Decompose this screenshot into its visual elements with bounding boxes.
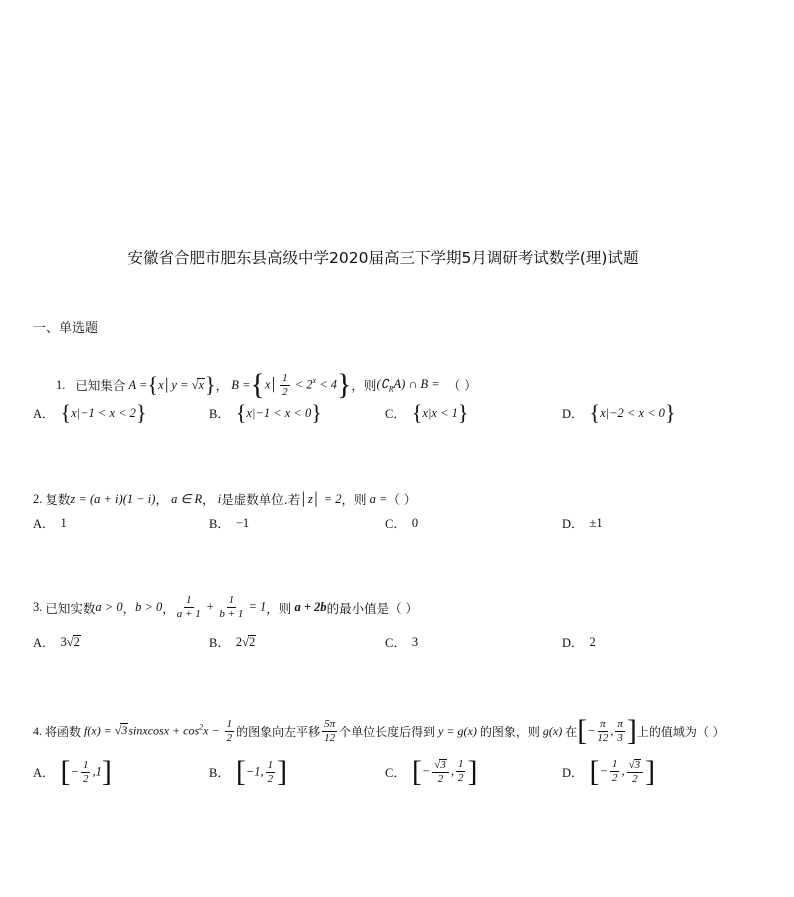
option-label: D． — [562, 636, 584, 650]
formula: y = g(x) — [435, 723, 477, 738]
formula: { — [250, 368, 265, 401]
formula: ] — [277, 755, 288, 788]
question-text: ，则 — [266, 600, 292, 616]
option-text: x|x < 1 — [422, 405, 458, 420]
question-text: 上的值域为（ ） — [636, 724, 725, 739]
question-text: 已知集合 — [75, 378, 126, 393]
formula: i — [214, 491, 222, 506]
formula: −1, $\frac{1}{2}$ — [245, 758, 274, 785]
option-d[interactable] — [562, 514, 603, 532]
formula: [ — [60, 755, 71, 788]
formula: ] — [467, 755, 478, 788]
sqrt-icon: √ — [66, 634, 74, 649]
option-c[interactable] — [385, 633, 418, 651]
formula: } — [664, 400, 676, 425]
sqrt-icon: √ — [242, 634, 249, 649]
formula: { — [235, 400, 247, 425]
formula: x│y = √x — [158, 377, 204, 392]
option-text: x|−1 < x < 2 — [71, 405, 136, 420]
formula: − $\frac{1}{2}$ , $\frac{√3}{2}$ — [600, 759, 646, 786]
section-heading: 一、单选题 — [33, 321, 99, 336]
formula: } — [135, 400, 147, 425]
formula: g(x) — [539, 723, 563, 738]
formula: [ — [589, 755, 600, 788]
option-c[interactable] — [385, 514, 418, 532]
option-b[interactable] — [209, 757, 287, 787]
question-text: 已知实数 — [45, 600, 96, 616]
formula: − $\frac{1}{2}$ ,1 — [70, 758, 102, 785]
formula: } — [337, 368, 352, 401]
question-3 — [33, 595, 418, 620]
formula: [ — [411, 755, 422, 788]
question-text: 复数 — [45, 492, 71, 507]
option-a[interactable] — [33, 757, 112, 787]
formula: [ — [577, 714, 588, 747]
answer-blank: （ ） — [447, 378, 477, 393]
formula: z = (a + i)(1 − i) — [70, 491, 156, 506]
question-text: 个单位长度后得到 — [339, 724, 436, 739]
formula: { — [411, 400, 423, 425]
question-text: ， — [215, 378, 229, 393]
formula: a ∈ R — [167, 492, 203, 506]
option-label: C． — [385, 517, 406, 531]
option-text: −1 — [235, 515, 250, 530]
formula: f(x) = √3sinxcosx + $\cos^2x$ − $\frac{1}{2}$ — [81, 717, 233, 744]
option-label: C． — [385, 766, 406, 780]
option-b[interactable] — [209, 514, 249, 532]
formula: { — [589, 400, 601, 425]
option-label: A． — [33, 517, 55, 531]
formula: } — [205, 372, 216, 397]
option-label: C． — [385, 407, 406, 421]
option-d[interactable] — [562, 757, 655, 787]
formula: } — [311, 400, 322, 425]
option-d[interactable] — [562, 402, 676, 424]
option-label: B． — [209, 407, 230, 421]
option-text: 3 — [411, 634, 419, 649]
formula: x│ $\frac{1}{2}$ < $2^x < 4$ — [264, 371, 338, 398]
question-1 — [56, 370, 477, 400]
formula: a = — [366, 491, 388, 506]
page-title: 安徽省合肥市肥东县高级中学2020届高三下学期5月调研考试数学(理)试题 — [127, 249, 639, 267]
option-text: 1 — [60, 515, 67, 530]
question-number: 4. — [33, 723, 42, 738]
option-label: B． — [209, 766, 230, 780]
option-label: A． — [33, 407, 55, 421]
question-text: ， — [122, 600, 136, 616]
question-text: 是虚数单位.若 — [221, 492, 301, 507]
option-d[interactable] — [562, 633, 596, 651]
question-number: 2. — [33, 491, 43, 506]
question-2 — [33, 490, 416, 508]
formula: { — [60, 400, 72, 425]
formula: a > 0 — [95, 600, 123, 614]
formula: [ — [235, 755, 246, 788]
formula: $\frac{5\pi}{12}$ — [324, 717, 336, 744]
formula: $\frac{1}{a + 1}$ + $\frac{1}{b + 1}$ = 1 — [176, 594, 267, 620]
question-text: 的图象向左平移 — [236, 724, 321, 739]
option-label: B． — [209, 517, 230, 531]
option-label: A． — [33, 766, 55, 780]
formula: − $\frac{\pi}{12}$ , $\frac{\pi}{3}$ — [587, 717, 623, 744]
option-text: ±1 — [589, 515, 603, 530]
formula: { — [147, 372, 159, 397]
formula: B = — [228, 377, 251, 392]
formula: │z│ = 2 — [300, 491, 342, 506]
option-a[interactable] — [33, 633, 81, 651]
option-text: 0 — [411, 515, 419, 530]
question-text: ， — [162, 600, 175, 616]
option-b[interactable] — [209, 402, 322, 424]
question-text: 的最小值是（ ） — [326, 600, 419, 616]
question-text: 在 — [565, 724, 578, 739]
question-text: ， — [202, 492, 215, 507]
option-a[interactable] — [33, 514, 67, 532]
question-text: ， — [155, 492, 168, 507]
question-text: 的图象，则 — [479, 724, 540, 739]
question-number: 3. — [33, 600, 43, 614]
option-label: A． — [33, 636, 55, 650]
option-c[interactable] — [385, 402, 468, 424]
formula: $(∁_RA)$ ∩ B = — [376, 377, 440, 394]
formula: ] — [101, 755, 112, 788]
formula: 2 — [248, 634, 256, 649]
formula: 2 — [73, 634, 80, 649]
option-text: 2 — [589, 634, 596, 649]
option-label: D． — [562, 766, 584, 780]
option-label: D． — [562, 517, 584, 531]
formula: a + 2b — [291, 600, 327, 614]
option-text: 2 — [235, 634, 243, 649]
formula: b > 0 — [135, 600, 163, 614]
answer-blank: （ ） — [387, 492, 417, 507]
option-label: D． — [562, 407, 584, 421]
question-text: ，则 — [341, 492, 367, 507]
option-label: C． — [385, 636, 406, 650]
question-text: 将函数 — [45, 724, 82, 739]
formula: − $\frac{√3}{2}$ , $\frac{1}{2}$ — [421, 758, 464, 786]
formula: ] — [626, 714, 637, 747]
question-number: 1. — [56, 377, 66, 392]
option-b[interactable] — [209, 633, 256, 651]
formula: ] — [645, 755, 656, 788]
option-text: x|−1 < x < 0 — [246, 405, 312, 420]
formula: A = — [125, 377, 148, 392]
option-c[interactable] — [385, 757, 477, 787]
formula: } — [457, 400, 469, 425]
option-text: x|−2 < x < 0 — [600, 405, 665, 420]
option-text: 3 — [60, 634, 67, 649]
option-label: B． — [209, 636, 230, 650]
question-text: ，则 — [351, 378, 377, 393]
option-a[interactable] — [33, 402, 147, 424]
question-4 — [33, 716, 725, 746]
